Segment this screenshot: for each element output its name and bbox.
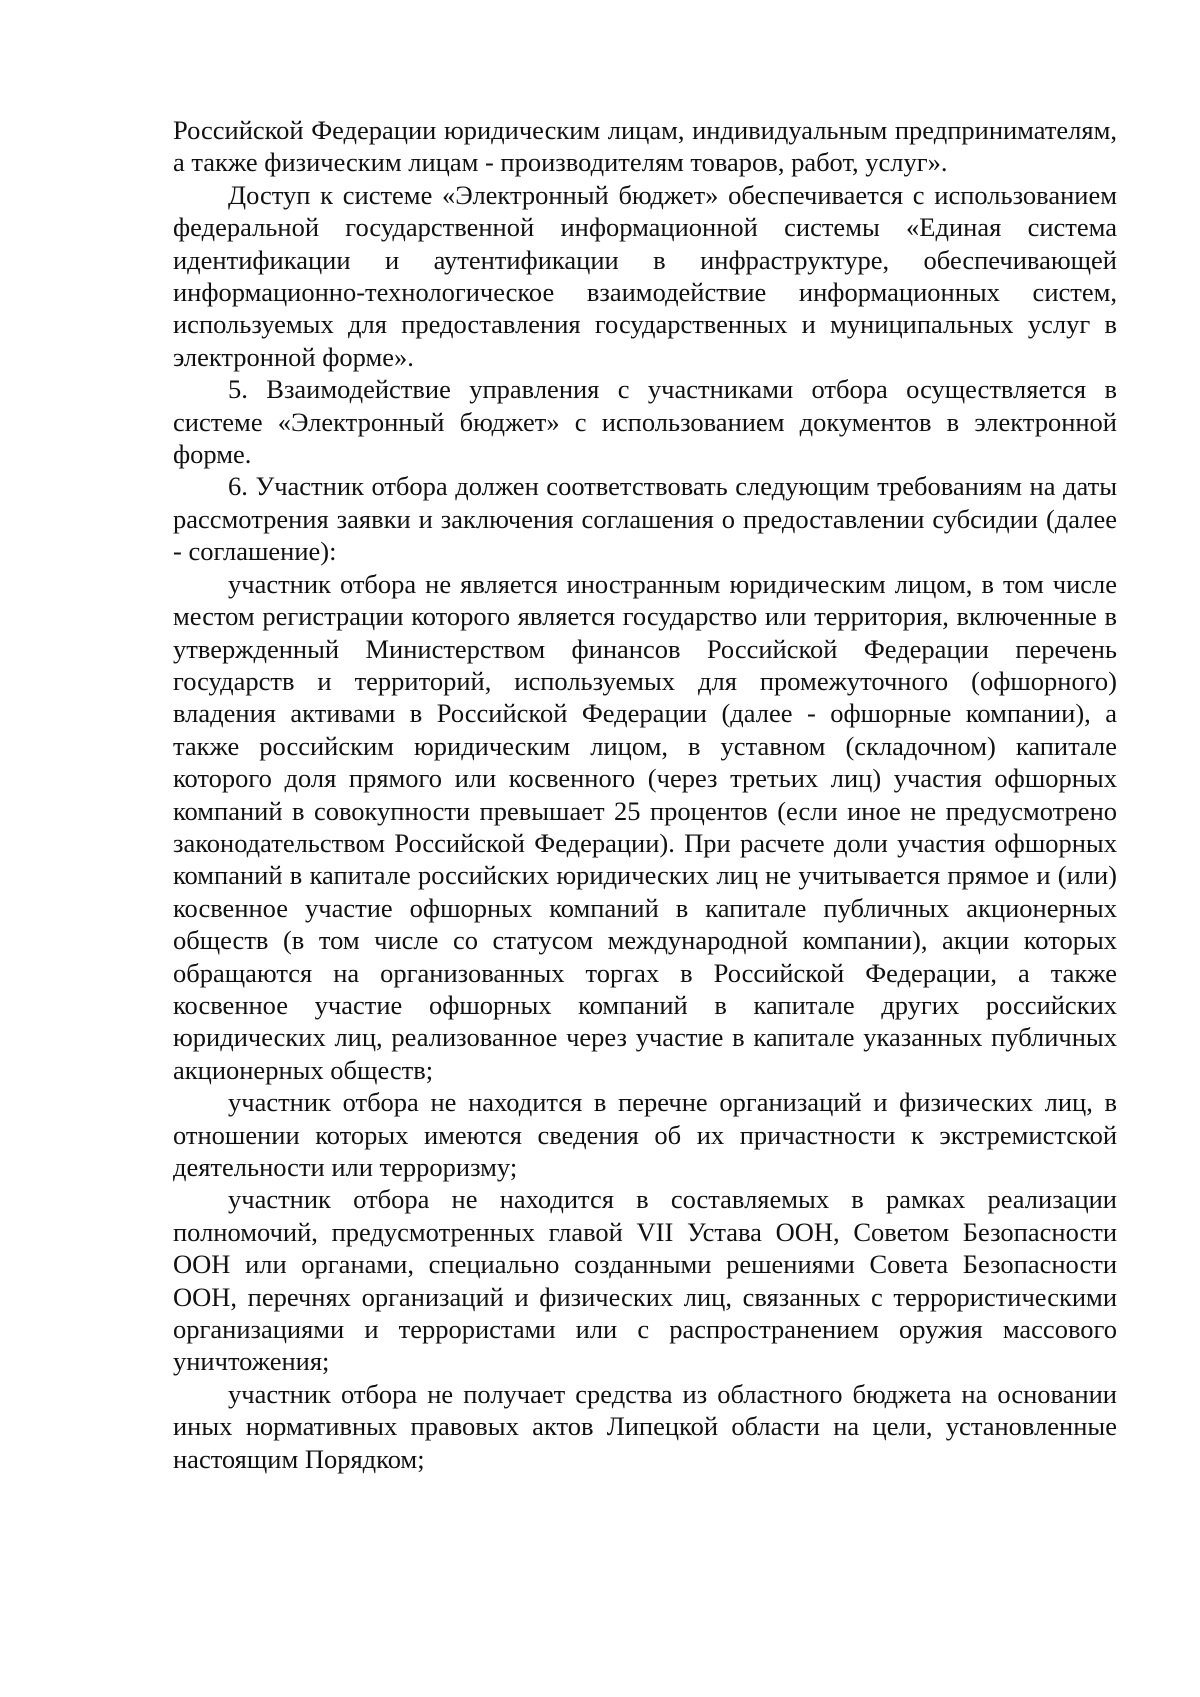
paragraph-item-6: 6. Участник отбора должен соответствовать следующим требованиям на даты рассмотрения заявки и заключения соглашения о предоставлении субсидии (далее - соглашение): — [173, 471, 1117, 567]
paragraph-access-info: Доступ к системе «Электронный бюджет» обеспечивается с использованием федеральной государственной информационной системы «Единая система идентификации и аутентификации в инфраструктуре, обеспечивающей информационно-технологическое взаимодействие информационных систем, используемых для предоставления государственных и муниципальных услуг в электронной форме». — [173, 179, 1117, 372]
document-body — [173, 114, 1117, 1475]
paragraph-requirement-extremism: участник отбора не находится в перечне организаций и физических лиц, в отношении которых имеются сведения об их причастности к экстремистской деятельности или терроризму; — [173, 1087, 1117, 1182]
paragraph-continuation: Российской Федерации юридическим лицам, индивидуальным предпринимателям, а также физическим лицам - производителям товаров, работ, услуг». — [173, 115, 1117, 178]
paragraph-requirement-budget: участник отбора не получает средства из областного бюджета на основании иных нормативных правовых актов Липецкой области на цели, установленные настоящим Порядком; — [173, 1378, 1117, 1474]
paragraph-requirement-offshore: участник отбора не является иностранным юридическим лицом, в том числе местом регистрации которого является государство или территория, включенные в утвержденный Министерством финансов Российской Федерации перечень государств и территорий, используемых для промежуточного (офшорного) владения активами в Российской Федерации (далее - офшорные компании), а также российским юридическим лицом, в уставном (складочном) капитале которого доля прямого или косвенного (через третьих лиц) участия офшорных компаний в совокупности превышает 25 процентов (если иное не предусмотрено законодательством Российской Федерации). При расчете доли участия офшорных компаний в капитале российских юридических лиц не учитывается прямое и (или) косвенное участие офшорных компаний в капитале публичных акционерных обществ (в том числе со статусом международной компании), акции которых обращаются на организованных торгах в Российской Федерации, а также косвенное участие офшорных компаний в капитале других российских юридических лиц, реализованное через участие в капитале указанных публичных акционерных обществ; — [173, 568, 1117, 1085]
paragraph-requirement-un-lists: участник отбора не находится в составляемых в рамках реализации полномочий, предусмотренных главой VII Устава ООН, Советом Безопасности ООН или органами, специально созданными решениями Совета Безопасности ООН, перечнях организаций и физических лиц, связанных с террористическими организациями и террористами или с распространением оружия массового уничтожения; — [173, 1184, 1117, 1377]
paragraph-item-5: 5. Взаимодействие управления с участниками отбора осуществляется в системе «Электронный бюджет» с использованием документов в электронной форме. — [173, 374, 1117, 470]
